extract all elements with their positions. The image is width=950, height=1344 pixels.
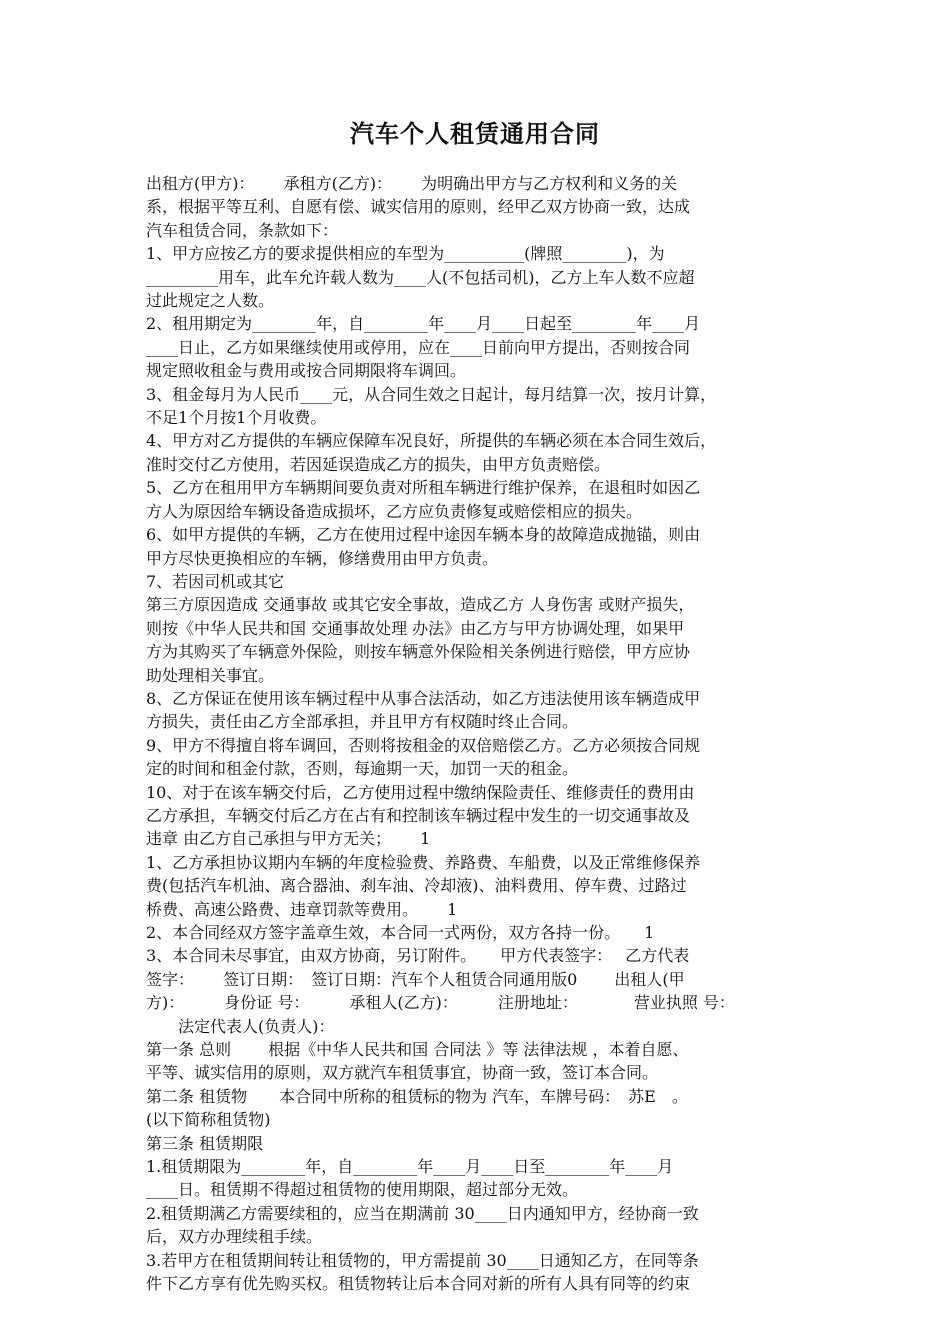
text-line: 2、租用期定为________年，自________年____月____日起至________年____月 bbox=[146, 314, 701, 334]
text-line: 费(包括汽车机油、离合器油、刹车油、冷却液)、油料费用、停车费、过路过 bbox=[146, 876, 687, 896]
text-line: 第一条 总则 根据《中华人民共和国 合同法 》等 法律法规 ，本着自愿、 bbox=[146, 1040, 689, 1060]
text-line: 1.租赁期限为________年，自________年____月____日至________年____月 bbox=[146, 1157, 674, 1177]
text-line: 第三条 租赁期限 bbox=[146, 1133, 264, 1153]
text-line: 规定照收租金与费用或按合同期限将车调回。 bbox=[146, 361, 467, 381]
text-line: 2.租赁期满乙方需要续租的，应当在期满前 30____日内通知甲方，经协商一致 bbox=[146, 1203, 699, 1223]
text-line: 汽车租赁合同，条款如下： bbox=[146, 220, 339, 240]
text-line: (以下简称租赁物) bbox=[146, 1110, 271, 1130]
text-line: 方为其购买了车辆意外保险，则按车辆意外保险相关条例进行赔偿，甲方应协 bbox=[146, 642, 691, 662]
text-line: 方损失，责任由乙方全部承担，并且甲方有权随时终止合同。 bbox=[146, 712, 579, 732]
text-line: 后，双方办理续租手续。 bbox=[146, 1227, 323, 1247]
text-line: 过此规定之人数。 bbox=[146, 291, 275, 311]
text-line: 出租方(甲方)： 承租方(乙方)： 为明确出甲方与乙方权利和义务的关 bbox=[146, 174, 678, 193]
text-line: 3、租金每月为人民币____元，从合同生效之日起计，每月结算一次，按月计算， bbox=[146, 384, 717, 404]
text-line: 1、甲方应按乙方的要求提供相应的车型为__________(牌照________)，为 bbox=[146, 244, 665, 264]
text-line: 甲方尽快更换相应的车辆，修缮费用由甲方负责。 bbox=[146, 548, 499, 568]
text-line: ____日止，乙方如果继续使用或停用，应在____日前向甲方提出，否则按合同 bbox=[146, 337, 691, 357]
document-body bbox=[146, 172, 810, 1296]
text-line: 8、乙方保证在使用该车辆过程中从事合法活动，如乙方违法使用该车辆造成甲 bbox=[146, 688, 701, 708]
text-line: 3、本合同未尽事宜，由双方协商，另订附件。 甲方代表签字： 乙方代表 bbox=[146, 946, 690, 966]
text-line: 不足1个月按1个月收费。 bbox=[146, 408, 327, 428]
text-line: 7、若因司机或其它 bbox=[146, 571, 285, 591]
text-line: 乙方承担，车辆交付后乙方在占有和控制该车辆过程中发生的一切交通事故及 bbox=[146, 805, 691, 825]
text-line: 平等、诚实信用的原则，双方就汽车租赁事宜，协商一致，签订本合同。 bbox=[146, 1063, 659, 1083]
text-line: 定的时间和租金付款，否则，每逾期一天，加罚一天的租金。 bbox=[146, 759, 579, 779]
text-line: 桥费、高速公路费、违章罚款等费用。 1 bbox=[146, 899, 458, 919]
text-line: 签字： 签订日期： 签订日期：汽车个人租赁合同通用版0 出租人(甲 bbox=[146, 969, 685, 989]
text-line: 1、乙方承担协议期内车辆的年度检验费、养路费、车船费，以及正常维修保养 bbox=[146, 852, 701, 872]
text-line: 第二条 租赁物 本合同中所称的租赁标的物为 汽车，车牌号码： 苏E 。 bbox=[146, 1086, 688, 1106]
document-title: 汽车个人租赁通用合同 bbox=[350, 119, 600, 148]
text-line: 准时交付乙方使用，若因延误造成乙方的损失，由甲方负责赔偿。 bbox=[146, 454, 611, 474]
text-line: 助处理相关事宜。 bbox=[146, 665, 275, 685]
text-line: _________用车，此车允许载人数为____人(不包括司机)，乙方上车人数不应超 bbox=[146, 267, 695, 287]
text-line: 法定代表人(负责人)： bbox=[146, 1016, 335, 1036]
text-line: 件下乙方享有优先购买权。租赁物转让后本合同对新的所有人具有同等的约束 bbox=[146, 1274, 691, 1294]
text-line: 方)： 身份证 号： 承租人(乙方)： 注册地址： 营业执照 号： bbox=[146, 993, 735, 1013]
text-line: ____日。租赁期不得超过租赁物的使用期限，超过部分无效。 bbox=[146, 1180, 579, 1200]
text-line: 5、乙方在租用甲方车辆期间要负责对所租车辆进行维护保养，在退租时如因乙 bbox=[146, 478, 701, 498]
text-line: 违章 由乙方自己承担与甲方无关； 1 bbox=[146, 829, 431, 849]
text-line: 方人为原因给车辆设备造成损坏，乙方应负责修复或赔偿相应的损失。 bbox=[146, 501, 643, 521]
text-line: 10、对于在该车辆交付后，乙方使用过程中缴纳保险责任、维修责任的费用由 bbox=[146, 782, 695, 802]
text-line: 6、如甲方提供的车辆，乙方在使用过程中途因车辆本身的故障造成抛锚，则由 bbox=[146, 525, 701, 545]
text-line: 第三方原因造成 交通事故 或其它安全事故，造成乙方 人身伤害 或财产损失， bbox=[146, 595, 695, 615]
text-line: 4、甲方对乙方提供的车辆应保障车况良好，所提供的车辆必须在本合同生效后， bbox=[146, 431, 717, 451]
text-line: 2、本合同经双方签字盖章生效，本合同一式两份，双方各持一份。 1 bbox=[146, 923, 655, 942]
text-line: 3.若甲方在租赁期间转让租赁物的，甲方需提前 30____日通知乙方，在同等条 bbox=[146, 1250, 699, 1270]
text-line: 则按《中华人民共和国 交通事故处理 办法》由乙方与甲方协调处理，如果甲 bbox=[146, 618, 685, 638]
text-line: 9、甲方不得擅自将车调回，否则将按租金的双倍赔偿乙方。乙方必须按合同规 bbox=[146, 735, 701, 755]
text-line: 系，根据平等互利、自愿有偿、诚实信用的原则，经甲乙双方协商一致，达成 bbox=[146, 197, 691, 217]
